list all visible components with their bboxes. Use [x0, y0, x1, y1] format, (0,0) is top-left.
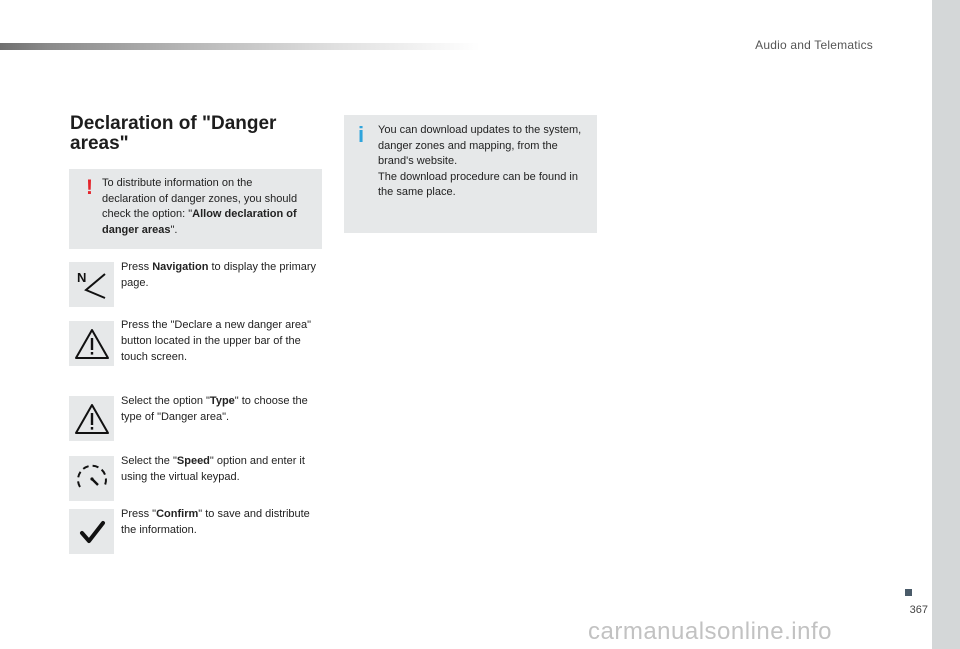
right-margin-band: [932, 0, 960, 649]
watermark: carmanualsonline.info: [588, 618, 832, 645]
header-gradient-bar: [0, 43, 480, 50]
page-title-line2: areas": [70, 133, 129, 154]
page-title: [70, 114, 310, 154]
step-5-text: Press "Confirm" to save and distribute the information.: [121, 508, 310, 536]
page-number: 367: [909, 604, 928, 616]
warning-note-text: To distribute information on the declaration of danger zones, you should check the option: "Allow declaration of danger areas".: [102, 177, 298, 236]
exclamation-icon: !: [86, 176, 93, 199]
warning-triangle-icon: [69, 321, 114, 366]
section-title: Audio and Telematics: [755, 38, 873, 52]
step-1-text: Press Navigation to display the primary page.: [121, 261, 317, 289]
page-title-line1: Declaration of "Danger: [70, 113, 277, 134]
step-4-text: Select the "Speed" option and enter it using the virtual keypad.: [121, 455, 305, 483]
info-note-text: You can download updates to the system, danger zones and mapping, from the brand's website. The download procedure can be found in the same place.: [378, 124, 582, 198]
warning-triangle-icon: [69, 396, 114, 441]
info-icon: i: [358, 122, 365, 147]
warning-note: [69, 169, 322, 249]
step-2-text: Press the "Declare a new danger area" button located in the upper bar of the touch screen.: [121, 319, 312, 363]
svg-text:N: N: [76, 269, 86, 285]
speedometer-icon: [69, 456, 114, 501]
warning-note-option: Allow declaration of danger areas: [102, 208, 297, 236]
step-3-text: Select the option "Type" to choose the type of "Danger area".: [121, 395, 308, 423]
checkmark-icon: [69, 509, 114, 554]
navigation-icon: [69, 262, 114, 307]
page-marker: [905, 589, 912, 596]
info-note: [344, 115, 597, 233]
